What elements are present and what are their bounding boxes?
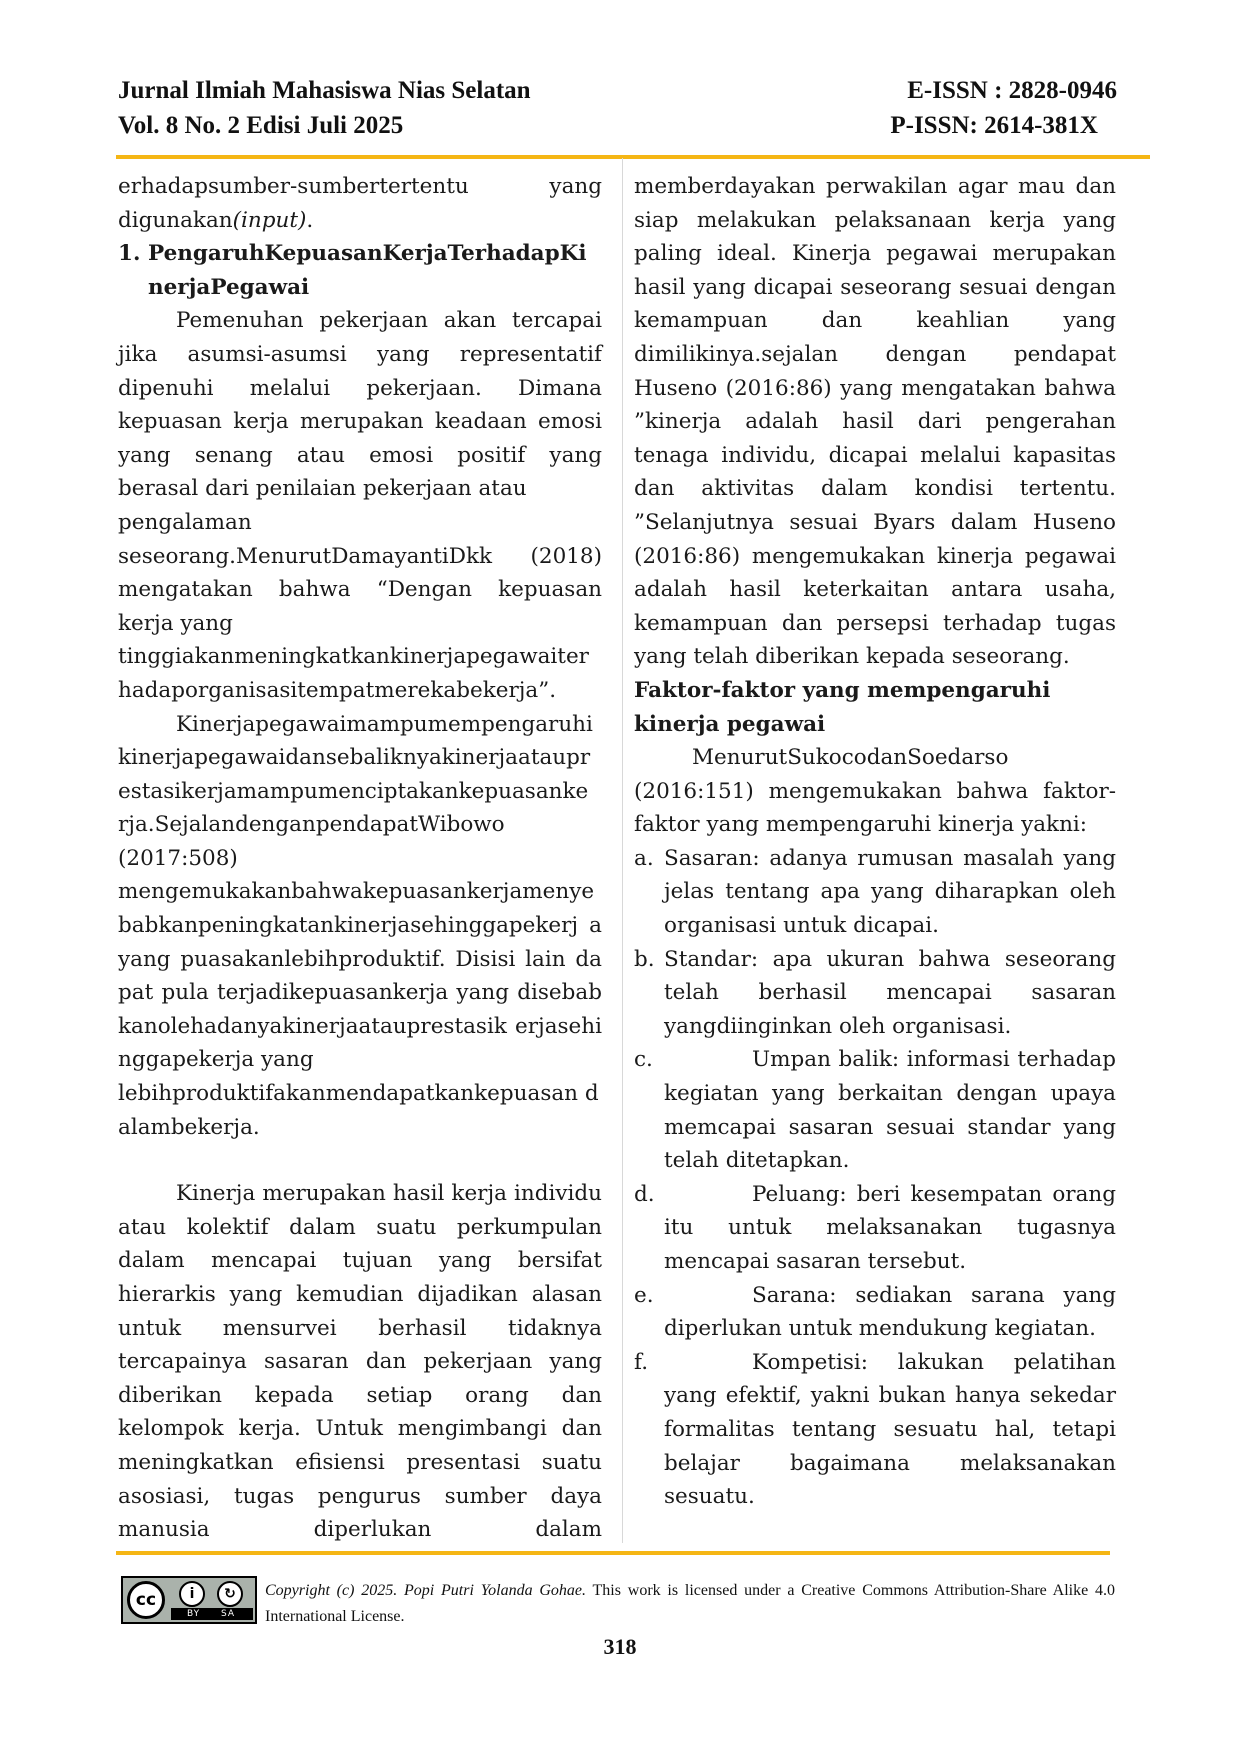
column-divider: [622, 158, 623, 1543]
list-marker: b.: [634, 946, 655, 972]
paragraph: mengemukakanbahwakepuasankerjamenyebabkanpeningkatankinerjasehinggapekerj a yang puasakanlebihproduktif. Disisi lain dapat pula terjadikepuasankerja yang disebabkanolehadanyakinerjaatauprestasik erjasehinggapekerja yang: [118, 879, 602, 1073]
license-link[interactable]: This work is licensed under a Creative Commons Attribution-Share Alike 4.0 International License.: [265, 1582, 1116, 1625]
list-marker: c.: [634, 1047, 653, 1073]
paragraph: tinggiakanmeningkatkankinerjapegawaiterhadaporganisasitempatmerekabekerja”.: [118, 644, 589, 703]
section-number: 1.: [118, 241, 141, 267]
list-item: [634, 1279, 1116, 1346]
list-marker: a.: [634, 845, 654, 871]
journal-title: Jurnal Ilmiah Mahasiswa Nias Selatan: [118, 77, 531, 104]
paragraph: (2016:151) mengemukakan bahwa faktor-faktor yang mempengaruhi kinerja yakni:: [634, 778, 1116, 838]
page-number: 318: [603, 1634, 637, 1659]
paragraph: Pemenuhan pekerjaan akan tercapai jika asumsi-asumsi yang representatif dipenuhi melalui pekerjaan. Dimana kepuasan kerja merupakan keadaan emosi yang senang atau emosi positif yang berasal dari penilaian pekerjaan atau: [118, 308, 602, 502]
list-marker: d.: [634, 1181, 655, 1207]
list-text: Kompetisi: lakukan pelatihan yang efektif, yakni bukan hanya sekedar formalitas tentang sesuatu hal, tetapi belajar bagaimana melaksanakan sesuatu.: [664, 1349, 1116, 1510]
section-heading: [118, 237, 602, 304]
license-notice: [265, 1578, 1115, 1630]
subsection-heading: Faktor-faktor yang mempengaruhi kinerja pegawai: [634, 677, 1051, 737]
attribution-icon: i: [179, 1581, 205, 1607]
paragraph-continuation-end: digunakan(input).: [118, 207, 314, 233]
paragraph-line: MenurutSukocodanSoedarso: [692, 745, 1009, 771]
list-text: Umpan balik: informasi terhadap kegiatan yang berkaitan dengan upaya memcapai sasaran sesuai standar yang telah ditetapkan.: [664, 1047, 1116, 1174]
list-text: Peluang: beri kesempatan orang itu untuk melaksanakan tugasnya mencapai sasaran tersebut.: [664, 1181, 1116, 1274]
cc-badge-strip: BY SA: [171, 1608, 253, 1620]
left-column: [118, 170, 602, 1547]
footer-rule: [116, 1551, 1110, 1555]
cc-icon: cc: [127, 1581, 165, 1619]
paragraph: Kinerja merupakan hasil kerja individu atau kolektif dalam suatu perkumpulan dalam mencapai tujuan yang bersifat hierarkis yang kemudian dijadikan alasan untuk mensurvei berhasil tidaknya tercapainya sasaran dan pekerjaan yang diberikan kepada setiap orang dan kelompok kerja. Untuk mengimbangi dan meningkatkan efisiensi presentasi suatu asosiasi, tugas pengurus sumber daya manusia diperlukan dalam: [118, 1181, 602, 1543]
paragraph: Kinerjapegawaimampumempengaruhikinerjapegawaidansebaliknyakinerjaataupr estasikerjamampumenciptakankepuasanke rja.SejalandenganpendapatWibowo: [118, 711, 593, 838]
header-rule: [116, 155, 1150, 159]
pissn: P-ISSN: 2614-381X: [890, 112, 1098, 139]
cc-license-logo[interactable]: [121, 1576, 257, 1624]
section-title: PengaruhKepuasanKerjaTerhadapKinerjaPegawai: [148, 241, 587, 300]
right-column: [634, 170, 1116, 1514]
list-marker: f.: [634, 1349, 649, 1375]
list-text: Sasaran: adanya rumusan masalah yang jelas tentang apa yang diharapkan oleh organisasi untuk dicapai.: [664, 845, 1116, 939]
share-alike-icon: ↻: [217, 1581, 243, 1607]
eissn: E-ISSN : 2828-0946: [907, 77, 1117, 104]
list-item: [634, 1178, 1116, 1279]
list-text: Sarana: sediakan sarana yang diperlukan untuk mendukung kegiatan.: [664, 1282, 1116, 1342]
paragraph-line: pengalaman: [118, 509, 252, 535]
list-item: [634, 1043, 1116, 1177]
paragraph-continuation-line: erhadapsumber-sumbertertentu yang: [118, 174, 602, 199]
paragraph: memberdayakan perwakilan agar mau dan siap melakukan pelaksanaan kerja yang paling ideal. Kinerja pegawai merupakan hasil yang dicapai seseorang sesuai dengan kemampuan dan keahlian yang dimilikinya.sejalan dengan pendapat Huseno (2016:86) yang mengatakan bahwa ”kinerja adalah hasil dari pengerahan tenaga individu, dicapai melalui kapasitas dan aktivitas dalam kondisi tertentu. ”Selanjutnya sesuai Byars dalam Huseno (2016:86) mengemukakan kinerja pegawai adalah hasil keterkaitan antara usaha, kemampuan dan persepsi terhadap tugas yang telah diberikan kepada seseorang.: [634, 174, 1116, 670]
list-item: [634, 1346, 1116, 1514]
list-marker: e.: [634, 1282, 654, 1308]
list-item: [634, 842, 1116, 943]
list-item: [634, 943, 1116, 1044]
paragraph-line: (2017:508): [118, 845, 238, 871]
copyright-text: Copyright (c) 2025. Popi Putri Yolanda Gohae.: [265, 1582, 587, 1599]
list-text: Standar: apa ukuran bahwa seseorang telah berhasil mencapai sasaran yangdiinginkan oleh organisasi.: [664, 946, 1116, 1039]
paragraph: lebihproduktifakanmendapatkankepuasan dalambekerja.: [118, 1081, 599, 1140]
journal-volume: Vol. 8 No. 2 Edisi Juli 2025: [118, 112, 404, 139]
paragraph: seseorang.MenurutDamayantiDkk (2018) mengatakan bahwa “Dengan kepuasan kerja yang: [118, 543, 602, 636]
